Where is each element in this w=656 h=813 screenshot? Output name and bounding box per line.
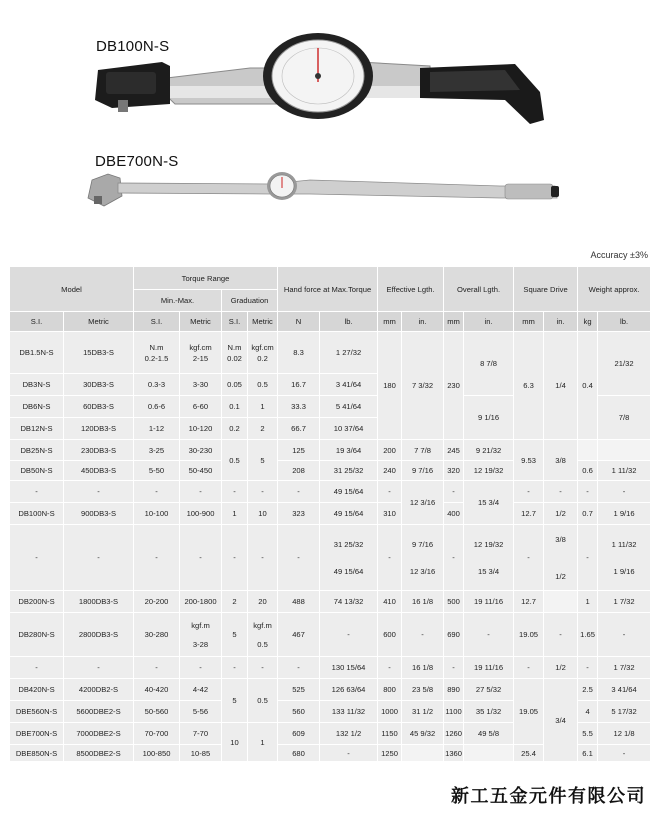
- cell: 410: [378, 591, 402, 613]
- table-row: [10, 503, 651, 525]
- cell: 230: [444, 332, 464, 440]
- cell: -: [598, 745, 651, 762]
- cell: 1 9/16: [598, 503, 651, 525]
- cell: 45 9/32: [402, 723, 444, 745]
- cell: 23 5/8: [402, 679, 444, 701]
- cell: 3 41/64: [320, 374, 378, 396]
- company-name: 新工五金元件有限公司: [451, 786, 646, 807]
- cell: 49 15/64: [320, 481, 378, 503]
- cell: 600: [378, 613, 402, 657]
- cell: 132 1/2: [320, 723, 378, 745]
- cell: 12.7: [514, 503, 544, 525]
- cell: -: [578, 657, 598, 679]
- cell: 310: [378, 503, 402, 525]
- cell: -: [378, 657, 402, 679]
- cell: 10-120: [180, 418, 222, 440]
- cell: DB420N-S: [10, 679, 64, 701]
- cell: 0.7: [578, 503, 598, 525]
- cell: 0.4: [578, 332, 598, 440]
- cell: 16 1/8: [402, 657, 444, 679]
- cell: 60DB3-S: [64, 396, 134, 418]
- cell: -: [222, 525, 248, 591]
- cell: -: [278, 525, 320, 591]
- cell: 19 11/16: [464, 657, 514, 679]
- cell: -: [248, 525, 278, 591]
- cell: 1 7/32: [598, 657, 651, 679]
- cell: -: [598, 481, 651, 503]
- cell: -: [134, 481, 180, 503]
- product-title-db100n-s: DB100N-S: [96, 38, 170, 55]
- cell: 4: [578, 701, 598, 723]
- cell: 16 1/8: [402, 591, 444, 613]
- cell: kgf.cm 2-15: [180, 332, 222, 374]
- cell: 8.3: [278, 332, 320, 374]
- cell: 8500DBE2-S: [64, 745, 134, 762]
- cell: 1: [578, 591, 598, 613]
- cell: 200: [378, 440, 402, 461]
- cell: 100-850: [134, 745, 180, 762]
- cell: 10-100: [134, 503, 180, 525]
- cell: 6.3: [514, 332, 544, 440]
- cell: 500: [444, 591, 464, 613]
- cell: 70-700: [134, 723, 180, 745]
- cell: 12.7: [514, 591, 544, 613]
- cell: 74 13/32: [320, 591, 378, 613]
- cell: -: [134, 657, 180, 679]
- table-row: [10, 525, 651, 591]
- cell: 31 1/2: [402, 701, 444, 723]
- unit-eff-in: in.: [402, 312, 444, 332]
- cell: 125: [278, 440, 320, 461]
- cell: DBE700N-S: [10, 723, 64, 745]
- cell: 5 41/64: [320, 396, 378, 418]
- table-row: [10, 332, 651, 374]
- cell: -: [10, 481, 64, 503]
- unit-min-si: S.I.: [134, 312, 180, 332]
- cell: 1800DB3-S: [64, 591, 134, 613]
- cell: -: [180, 525, 222, 591]
- cell: 1: [222, 503, 248, 525]
- cell: DBE850N-S: [10, 745, 64, 762]
- cell: 1: [248, 723, 278, 762]
- cell: DB100N-S: [10, 503, 64, 525]
- cell: 49 5/8: [464, 723, 514, 745]
- cell: 5-56: [180, 701, 222, 723]
- cell: 680: [278, 745, 320, 762]
- cell: 7 7/8: [402, 440, 444, 461]
- dial-torque-wrench-image: [95, 33, 544, 124]
- cell: 21/32: [598, 332, 651, 396]
- unit-grad-metric: Metric: [248, 312, 278, 332]
- cell: 1150: [378, 723, 402, 745]
- product-illustrations: [0, 0, 656, 240]
- cell: 130 15/64: [320, 657, 378, 679]
- header-min-max: Min.-Max.: [134, 290, 222, 312]
- unit-grad-si: S.I.: [222, 312, 248, 332]
- cell: -: [10, 525, 64, 591]
- cell: 10-85: [180, 745, 222, 762]
- cell: -: [544, 613, 578, 657]
- cell: 488: [278, 591, 320, 613]
- cell: 6-60: [180, 396, 222, 418]
- cell: 890: [444, 679, 464, 701]
- cell: 5600DBE2-S: [64, 701, 134, 723]
- cell: 10: [222, 723, 248, 762]
- cell: 230DB3-S: [64, 440, 134, 461]
- cell: -: [64, 481, 134, 503]
- cell: 450DB3-S: [64, 461, 134, 481]
- cell: 7 3/32: [402, 332, 444, 440]
- cell: 5: [222, 679, 248, 723]
- cell: DBE560N-S: [10, 701, 64, 723]
- cell: 7000DBE2-S: [64, 723, 134, 745]
- cell: N.m 0.02: [222, 332, 248, 374]
- cell: 133 11/32: [320, 701, 378, 723]
- cell: 1-12: [134, 418, 180, 440]
- cell: -: [402, 613, 444, 657]
- cell: -: [248, 657, 278, 679]
- cell: 31 25/32 49 15/64: [320, 525, 378, 591]
- accuracy-note: Accuracy ±3%: [590, 250, 648, 260]
- cell: -: [64, 525, 134, 591]
- cell: -: [222, 657, 248, 679]
- cell: -: [180, 481, 222, 503]
- cell: 560: [278, 701, 320, 723]
- beam-torque-wrench-image: [88, 172, 559, 206]
- cell: 2: [248, 418, 278, 440]
- cell: 0.5: [222, 440, 248, 481]
- cell: 1250: [378, 745, 402, 762]
- unit-ov-in: in.: [464, 312, 514, 332]
- table-row: [10, 481, 651, 503]
- cell: -: [222, 481, 248, 503]
- cell: 3 41/64: [598, 679, 651, 701]
- cell: 5 17/32: [598, 701, 651, 723]
- cell: 12 19/32 15 3/4: [464, 525, 514, 591]
- unit-model-si: S.I.: [10, 312, 64, 332]
- cell: -: [544, 481, 578, 503]
- cell: 2.5: [578, 679, 598, 701]
- cell: [598, 440, 651, 461]
- header-weight: Weight approx.: [578, 267, 651, 312]
- cell: 3-25: [134, 440, 180, 461]
- cell: DB50N-S: [10, 461, 64, 481]
- cell: 0.3-3: [134, 374, 180, 396]
- cell: -: [378, 481, 402, 503]
- unit-lb-weight: lb.: [598, 312, 651, 332]
- cell: -: [444, 657, 464, 679]
- unit-model-metric: Metric: [64, 312, 134, 332]
- cell: 19.05: [514, 613, 544, 657]
- cell: 3-30: [180, 374, 222, 396]
- cell: 400: [444, 503, 464, 525]
- cell: 320: [444, 461, 464, 481]
- cell: 10 37/64: [320, 418, 378, 440]
- cell: [544, 591, 578, 613]
- cell: 180: [378, 332, 402, 440]
- cell: 5: [248, 440, 278, 481]
- cell: DB280N-S: [10, 613, 64, 657]
- cell: 12 1/8: [598, 723, 651, 745]
- header-hand-force: Hand force at Max.Torque: [278, 267, 378, 312]
- unit-sq-mm: mm: [514, 312, 544, 332]
- cell: -: [278, 481, 320, 503]
- cell: -: [278, 657, 320, 679]
- cell: -: [578, 481, 598, 503]
- cell: -: [320, 745, 378, 762]
- cell: 1 7/32: [598, 591, 651, 613]
- cell: 323: [278, 503, 320, 525]
- cell: DB6N-S: [10, 396, 64, 418]
- unit-lb: lb.: [320, 312, 378, 332]
- cell: -: [444, 481, 464, 503]
- cell: 1 11/32 1 9/16: [598, 525, 651, 591]
- cell: 1.65: [578, 613, 598, 657]
- cell: 1 27/32: [320, 332, 378, 374]
- cell: 3/8 1/2: [544, 525, 578, 591]
- cell: 200-1800: [180, 591, 222, 613]
- header-model: Model: [10, 267, 134, 312]
- cell: -: [64, 657, 134, 679]
- cell: 12 19/32: [464, 461, 514, 481]
- cell: 5: [222, 613, 248, 657]
- cell: 3/8: [544, 440, 578, 481]
- cell: 7/8: [598, 396, 651, 440]
- cell: 800: [378, 679, 402, 701]
- cell: kgf.m 0.5: [248, 613, 278, 657]
- cell: 27 5/32: [464, 679, 514, 701]
- cell: 609: [278, 723, 320, 745]
- cell: 15DB3-S: [64, 332, 134, 374]
- cell: 10: [248, 503, 278, 525]
- cell: [578, 440, 598, 461]
- cell: 2800DB3-S: [64, 613, 134, 657]
- header-square-drive: Square Drive: [514, 267, 578, 312]
- cell: 1000: [378, 701, 402, 723]
- cell: DB1.5N-S: [10, 332, 64, 374]
- cell: N.m 0.2-1.5: [134, 332, 180, 374]
- cell: 9 21/32: [464, 440, 514, 461]
- cell: -: [180, 657, 222, 679]
- cell: 16.7: [278, 374, 320, 396]
- cell: 31 25/32: [320, 461, 378, 481]
- cell: 8 7/8: [464, 332, 514, 396]
- cell: 19 3/64: [320, 440, 378, 461]
- table-row: [10, 591, 651, 613]
- product-title-dbe700n-s: DBE700N-S: [95, 153, 179, 170]
- cell: 1/4: [544, 332, 578, 440]
- cell: 4200DB2-S: [64, 679, 134, 701]
- cell: 4-42: [180, 679, 222, 701]
- cell: -: [320, 613, 378, 657]
- cell: 0.6-6: [134, 396, 180, 418]
- cell: 25.4: [514, 745, 544, 762]
- cell: 1100: [444, 701, 464, 723]
- cell: 49 15/64: [320, 503, 378, 525]
- cell: 30DB3-S: [64, 374, 134, 396]
- cell: 0.2: [222, 418, 248, 440]
- unit-min-metric: Metric: [180, 312, 222, 332]
- cell: 240: [378, 461, 402, 481]
- cell: 2: [222, 591, 248, 613]
- unit-eff-mm: mm: [378, 312, 402, 332]
- unit-kg: kg: [578, 312, 598, 332]
- cell: 40-420: [134, 679, 180, 701]
- cell: 1/2: [544, 657, 578, 679]
- cell: 3/4: [544, 679, 578, 762]
- specification-table: [9, 266, 651, 762]
- cell: [402, 745, 444, 762]
- header-overall-length: Overall Lgth.: [444, 267, 514, 312]
- table-row: [10, 440, 651, 461]
- cell: 0.6: [578, 461, 598, 481]
- unit-ov-mm: mm: [444, 312, 464, 332]
- cell: 19 11/16: [464, 591, 514, 613]
- cell: 5-50: [134, 461, 180, 481]
- cell: -: [134, 525, 180, 591]
- cell: 33.3: [278, 396, 320, 418]
- cell: 126 63/64: [320, 679, 378, 701]
- cell: -: [514, 525, 544, 591]
- cell: 20-200: [134, 591, 180, 613]
- cell: 1260: [444, 723, 464, 745]
- cell: 467: [278, 613, 320, 657]
- cell: 12 3/16: [402, 481, 444, 525]
- cell: 245: [444, 440, 464, 461]
- cell: 30-230: [180, 440, 222, 461]
- table-row: [10, 679, 651, 701]
- cell: 6.1: [578, 745, 598, 762]
- cell: -: [10, 657, 64, 679]
- cell: -: [578, 525, 598, 591]
- cell: kgf.m 3-28: [180, 613, 222, 657]
- unit-n: N: [278, 312, 320, 332]
- header-graduation: Graduation: [222, 290, 278, 312]
- cell: 66.7: [278, 418, 320, 440]
- cell: 0.5: [248, 679, 278, 723]
- cell: DB3N-S: [10, 374, 64, 396]
- table-row: [10, 613, 651, 657]
- cell: 20: [248, 591, 278, 613]
- cell: 1: [248, 396, 278, 418]
- cell: -: [248, 481, 278, 503]
- cell: 35 1/32: [464, 701, 514, 723]
- cell: 525: [278, 679, 320, 701]
- cell: 690: [444, 613, 464, 657]
- cell: 1/2: [544, 503, 578, 525]
- cell: 50-560: [134, 701, 180, 723]
- cell: 5.5: [578, 723, 598, 745]
- cell: -: [514, 481, 544, 503]
- cell: 0.5: [248, 374, 278, 396]
- cell: DB25N-S: [10, 440, 64, 461]
- cell: [464, 745, 514, 762]
- header-effective-length: Effective Lgth.: [378, 267, 444, 312]
- cell: 9.53: [514, 440, 544, 481]
- cell: 9 1/16: [464, 396, 514, 440]
- cell: 1 11/32: [598, 461, 651, 481]
- cell: 0.1: [222, 396, 248, 418]
- cell: -: [378, 525, 402, 591]
- cell: DB200N-S: [10, 591, 64, 613]
- cell: 100-900: [180, 503, 222, 525]
- unit-sq-in: in.: [544, 312, 578, 332]
- cell: 50-450: [180, 461, 222, 481]
- cell: 900DB3-S: [64, 503, 134, 525]
- cell: 19.05: [514, 679, 544, 745]
- cell: 120DB3-S: [64, 418, 134, 440]
- cell: 15 3/4: [464, 481, 514, 525]
- cell: kgf.cm 0.2: [248, 332, 278, 374]
- cell: -: [598, 613, 651, 657]
- cell: 0.05: [222, 374, 248, 396]
- cell: 208: [278, 461, 320, 481]
- cell: DB12N-S: [10, 418, 64, 440]
- cell: 1360: [444, 745, 464, 762]
- header-torque-range: Torque Range: [134, 267, 278, 290]
- cell: 9 7/16 12 3/16: [402, 525, 444, 591]
- cell: -: [464, 613, 514, 657]
- cell: 9 7/16: [402, 461, 444, 481]
- table-row: [10, 657, 651, 679]
- cell: -: [444, 525, 464, 591]
- cell: 30-280: [134, 613, 180, 657]
- cell: 7-70: [180, 723, 222, 745]
- cell: -: [514, 657, 544, 679]
